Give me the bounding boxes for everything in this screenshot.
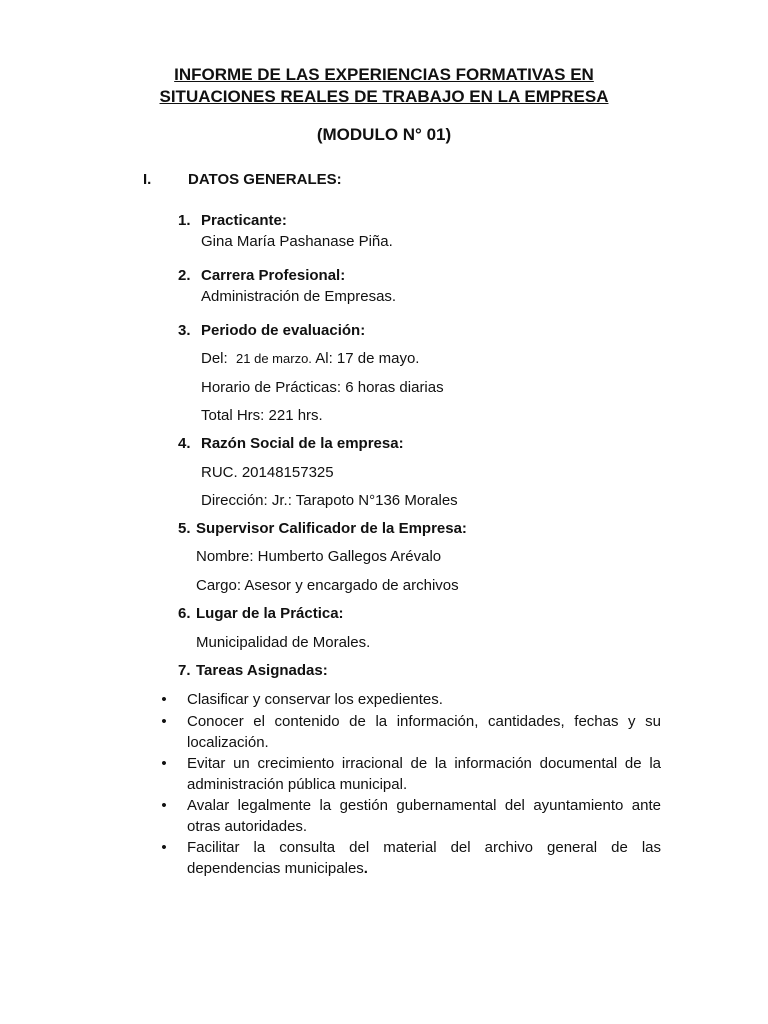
supervisor-cargo: Cargo: Asesor y encargado de archivos xyxy=(196,577,459,594)
item-4-label: Razón Social de la empresa: xyxy=(201,435,404,452)
del-date: 21 de marzo. xyxy=(236,351,312,366)
lugar-value: Municipalidad de Morales. xyxy=(196,634,371,651)
bullet-icon: • xyxy=(161,691,167,708)
item-5-label: Supervisor Calificador de la Empresa: xyxy=(196,520,467,537)
item-2-label: Carrera Profesional: xyxy=(201,267,346,284)
bullet-icon: • xyxy=(161,797,167,814)
item-4-number: 4. xyxy=(178,435,191,452)
final-period: . xyxy=(363,860,368,877)
item-7-number: 7. xyxy=(178,662,191,679)
practicante-name: Gina María Pashanase Piña. xyxy=(201,233,393,250)
del-prefix: Del: xyxy=(201,350,228,367)
task-item: Avalar legalmente la gestión gubernamental del ayuntamiento ante otras autoridades. xyxy=(187,797,661,835)
total-hours: Total Hrs: 221 hrs. xyxy=(201,407,323,424)
al-date: Al: 17 de mayo. xyxy=(315,350,420,367)
horario-practicas: Horario de Prácticas: 6 horas diarias xyxy=(201,379,444,396)
task-item: Facilitar la consulta del material del archivo general de las dependencias municipales xyxy=(187,839,661,877)
ruc-value: RUC. 20148157325 xyxy=(201,464,334,481)
section-title: DATOS GENERALES: xyxy=(188,171,342,188)
task-item-last xyxy=(187,837,661,879)
item-7-label: Tareas Asignadas: xyxy=(196,662,328,679)
carrera-value: Administración de Empresas. xyxy=(201,288,397,305)
bullet-icon: • xyxy=(161,839,167,856)
task-item: Conocer el contenido de la información, cantidades, fechas y su localización. xyxy=(187,713,661,751)
item-3-number: 3. xyxy=(178,322,191,339)
report-title-line-2: SITUACIONES REALES DE TRABAJO EN LA EMPRESA xyxy=(159,87,609,106)
item-6-number: 6. xyxy=(178,605,191,622)
periodo-dates xyxy=(201,349,419,369)
task-item: Clasificar y conservar los expedientes. xyxy=(187,691,443,708)
section-numeral: I. xyxy=(143,171,152,188)
report-title-line-1: INFORME DE LAS EXPERIENCIAS FORMATIVAS EN xyxy=(174,65,594,84)
item-1-number: 1. xyxy=(178,212,191,229)
task-item: Evitar un crecimiento irracional de la información documental de la administración pública municipal. xyxy=(187,755,661,793)
bullet-icon: • xyxy=(161,713,167,730)
item-3-label: Periodo de evaluación: xyxy=(201,322,366,339)
item-5-number: 5. xyxy=(178,520,191,537)
module-heading: (MODULO N° 01) xyxy=(316,125,452,144)
direccion-value: Dirección: Jr.: Tarapoto N°136 Morales xyxy=(201,492,458,509)
item-6-label: Lugar de la Práctica: xyxy=(196,605,344,622)
item-2-number: 2. xyxy=(178,267,191,284)
supervisor-name: Nombre: Humberto Gallegos Arévalo xyxy=(196,548,442,565)
item-1-label: Practicante: xyxy=(201,212,287,229)
bullet-icon: • xyxy=(161,755,167,772)
